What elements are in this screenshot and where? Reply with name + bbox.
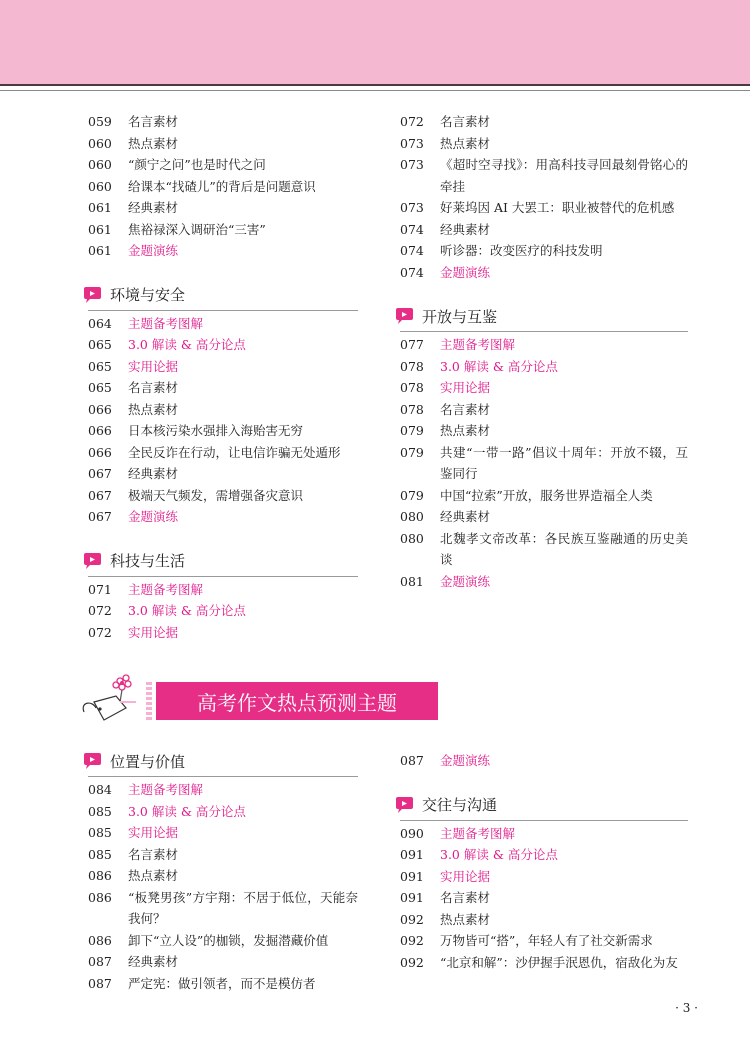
play-bubble-icon [82,752,104,770]
page-ref: 079 [400,444,424,460]
entry-title: 金题演练 [440,753,491,768]
page-ref: 085 [88,846,112,862]
toc-entry[interactable] [88,865,358,887]
entry-title: 日本核污染水强排入海贻害无穷 [128,423,304,438]
toc-entry[interactable] [400,197,688,219]
entry-title: 热点素材 [440,911,491,927]
section-rule [88,776,358,777]
entry-title: 经典素材 [128,466,179,481]
entry-title: 3.0 解读 & 高分论点 [440,358,558,374]
page-ref: 060 [88,135,112,151]
right-column-top [400,111,688,592]
entry-title: 听诊器：改变医疗的科技发明 [440,243,603,258]
page-ref: 078 [400,358,424,374]
banner-stripes [146,682,152,720]
toc-entry[interactable] [88,442,358,464]
section-heading [82,550,358,572]
toc-entry[interactable] [400,442,688,485]
toc-entry[interactable] [88,377,358,399]
play-bubble-icon [394,307,416,325]
section-rule [88,576,358,577]
entry-title: 经典素材 [128,954,179,969]
page-ref: 086 [88,932,112,948]
toc-entry[interactable] [88,313,358,335]
page-ref: 061 [88,200,112,215]
entry-title: 名言素材 [440,401,491,417]
page-ref: 086 [88,889,112,905]
entry-title: 给课本“找碴儿”的背后是问题意识 [128,178,316,194]
page-ref: 059 [88,114,112,129]
page-ref: 077 [400,337,424,352]
toc-entry[interactable] [88,887,358,930]
flower-tag-icon [76,672,146,728]
page-ref: 073 [400,200,424,215]
page-ref: 065 [88,358,112,374]
toc-entry[interactable] [88,622,358,644]
page-ref: 066 [88,444,112,460]
entry-title: 主题备考图解 [128,315,204,331]
entry-title: 全民反诈在行动，让电信诈骗无处遁形 [128,444,341,460]
entry-title: 金题演练 [440,573,491,589]
page-ref: 071 [88,581,112,597]
toc-entry[interactable] [88,579,358,601]
page-ref: 084 [88,782,112,797]
entry-title: 热点素材 [440,135,491,151]
toc-entry[interactable] [88,506,358,528]
toc-entry[interactable] [400,844,688,866]
page-ref: 066 [88,401,112,417]
left-column-bottom [88,750,358,994]
entry-title: 经典素材 [440,221,491,237]
left-column-top [88,111,358,643]
toc-entry[interactable] [400,750,688,772]
page-ref: 074 [400,264,424,280]
section-title: 科技与生活 [110,552,186,570]
entry-title: 3.0 解读 & 高分论点 [128,803,246,819]
toc-list [400,750,688,772]
entry-title: 名言素材 [440,114,491,129]
page-ref: 091 [400,847,424,862]
toc-entry[interactable] [88,801,358,823]
section-title: 交往与沟通 [422,796,498,814]
entry-title: 主题备考图解 [440,825,516,841]
entry-title: 热点素材 [128,868,179,883]
play-bubble-icon [394,796,416,814]
toc-entry[interactable] [400,930,688,952]
page-ref: 074 [400,243,424,258]
toc-entry[interactable] [88,930,358,952]
entry-title: 3.0 解读 & 高分论点 [128,337,246,352]
entry-title: 名言素材 [128,114,179,129]
section-title: 环境与安全 [110,286,186,304]
page-ref: 074 [400,221,424,237]
entry-title: 北魏孝文帝改革：各民族互鉴融通的历史美谈 [440,530,688,567]
section-rule [400,820,688,821]
page-ref: 065 [88,337,112,352]
page-ref: 060 [88,178,112,194]
header-band [0,0,750,86]
entry-title: 共建“一带一路”倡议十周年：开放不辍，互鉴同行 [440,444,688,481]
page-ref: 072 [88,603,112,618]
toc-entry[interactable] [88,951,358,973]
play-bubble-icon [82,286,104,304]
toc-list [88,111,358,262]
page-ref: 091 [400,868,424,884]
page-ref: 085 [88,803,112,819]
toc-entry[interactable] [88,420,358,442]
section-open-mutual [400,305,688,592]
page-ref: 081 [400,573,424,589]
toc-entry[interactable] [400,823,688,845]
toc-entry[interactable] [400,240,688,262]
page-ref: 092 [400,933,424,948]
page-ref: 067 [88,509,112,524]
page-ref: 079 [400,487,424,503]
page-ref: 066 [88,423,112,438]
page-ref: 072 [88,624,112,640]
entry-title: 主题备考图解 [128,581,204,597]
toc-entry[interactable] [400,571,688,593]
toc-entry[interactable] [400,866,688,888]
toc-entry[interactable] [400,485,688,507]
toc-entry[interactable] [88,240,358,262]
entry-title: 名言素材 [440,890,491,905]
predict-topics-banner [76,672,440,728]
toc-entry[interactable] [400,377,688,399]
page-ref: 060 [88,157,112,172]
page-ref: 072 [400,114,424,129]
entry-title: 实用论据 [128,624,179,640]
toc-entry[interactable] [400,154,688,197]
toc-entry[interactable] [400,887,688,909]
entry-title: 焦裕禄深入调研治“三害” [128,221,266,237]
entry-title: “颜宁之问”也是时代之问 [128,157,266,172]
page-ref: 078 [400,401,424,417]
section-environment-safety [88,284,358,528]
page-ref: 078 [400,380,424,395]
entry-title: “板凳男孩”方宇翔：不居于低位，天能奈我何？ [128,889,358,926]
toc-entry[interactable] [88,463,358,485]
toc-entry[interactable] [88,779,358,801]
toc-entry[interactable] [88,133,358,155]
page-ref: 073 [400,135,424,151]
toc-entry[interactable] [400,399,688,421]
toc-entry[interactable] [400,506,688,528]
toc-entry[interactable] [88,356,358,378]
page-ref: 080 [400,509,424,524]
entry-title: 3.0 解读 & 高分论点 [440,847,558,862]
section-rule [400,331,688,332]
page-ref: 090 [400,825,424,841]
entry-title: 主题备考图解 [440,337,516,352]
entry-title: 中国“拉索”开放，服务世界造福全人类 [440,487,653,503]
entry-title: 万物皆可“搭”，年轻人有了社交新需求 [440,933,653,948]
entry-title: 热点素材 [440,423,491,438]
toc-entry[interactable] [88,399,358,421]
section-heading [394,305,688,327]
entry-title: 金题演练 [128,509,179,524]
entry-title: 经典素材 [440,509,491,524]
toc-entry[interactable] [88,822,358,844]
entry-title: 实用论据 [128,825,179,840]
entry-title: 金题演练 [440,264,491,280]
right-column-bottom [400,750,688,973]
section-heading [394,794,688,816]
section-title: 位置与价值 [110,752,186,771]
page-ref: 061 [88,221,112,237]
toc-entry[interactable] [400,111,688,133]
entry-title: 实用论据 [440,380,491,395]
section-rule [88,310,358,311]
page-ref: 087 [400,753,424,768]
entry-title: 金题演练 [128,243,179,258]
toc-list [400,111,688,283]
entry-title: 好莱坞因 AI 大罢工：职业被替代的危机感 [440,200,675,215]
toc-entry[interactable] [400,909,688,931]
entry-title: “北京和解”：沙伊握手泯恩仇，宿敌化为友 [440,954,678,970]
page-ref: 086 [88,868,112,883]
entry-title: 《超时空寻找》：用高科技寻回最刻骨铭心的牵挂 [440,157,688,194]
toc-entry[interactable] [88,973,358,995]
toc-entry[interactable] [400,528,688,571]
toc-entry[interactable] [88,219,358,241]
header-rule [0,90,750,91]
page-ref: 079 [400,423,424,438]
toc-entry[interactable] [400,420,688,442]
entry-title: 名言素材 [128,846,179,862]
page-ref: 065 [88,380,112,395]
toc-entry[interactable] [88,485,358,507]
entry-title: 主题备考图解 [128,782,204,797]
page-ref: 067 [88,487,112,503]
entry-title: 名言素材 [128,380,179,395]
page-ref: 087 [88,954,112,969]
section-title: 开放与互鉴 [422,307,498,326]
entry-title: 3.0 解读 & 高分论点 [128,603,246,618]
section-tech-life [88,550,358,644]
entry-title: 实用论据 [440,868,491,884]
toc-entry[interactable] [88,197,358,219]
toc-entry[interactable] [88,154,358,176]
section-position-value [88,750,358,994]
entry-title: 实用论据 [128,358,179,374]
section-heading [82,750,358,772]
toc-entry[interactable] [88,176,358,198]
toc-entry[interactable] [400,262,688,284]
entry-title: 经典素材 [128,200,179,215]
page-number: · 3 · [675,1001,698,1015]
toc-entry[interactable] [400,334,688,356]
page-ref: 092 [400,911,424,927]
toc-entry[interactable] [88,334,358,356]
page-ref: 067 [88,466,112,481]
page-ref: 092 [400,954,424,970]
toc-entry[interactable] [400,356,688,378]
toc-entry[interactable] [88,844,358,866]
page-ref: 061 [88,243,112,258]
play-bubble-icon [82,552,104,570]
entry-title: 严定宪：做引领者，而不是模仿者 [128,975,316,991]
entry-title: 热点素材 [128,401,179,417]
toc-entry[interactable] [400,952,688,974]
entry-title: 卸下“立人设”的枷锁，发掘潜藏价值 [128,932,329,948]
toc-entry[interactable] [400,133,688,155]
toc-entry[interactable] [88,111,358,133]
entry-title: 极端天气频发，需增强备灾意识 [128,487,304,503]
banner-title: 高考作文热点预测主题 [197,690,397,715]
page-ref: 080 [400,530,424,546]
page-ref: 064 [88,315,112,331]
section-heading [82,284,358,306]
banner-title-box [156,682,438,720]
entry-title: 热点素材 [128,135,179,151]
section-communication [400,794,688,974]
toc-entry[interactable] [400,219,688,241]
page-ref: 073 [400,157,424,172]
page-ref: 087 [88,975,112,991]
page-ref: 085 [88,825,112,840]
page-ref: 091 [400,890,424,905]
toc-entry[interactable] [88,600,358,622]
